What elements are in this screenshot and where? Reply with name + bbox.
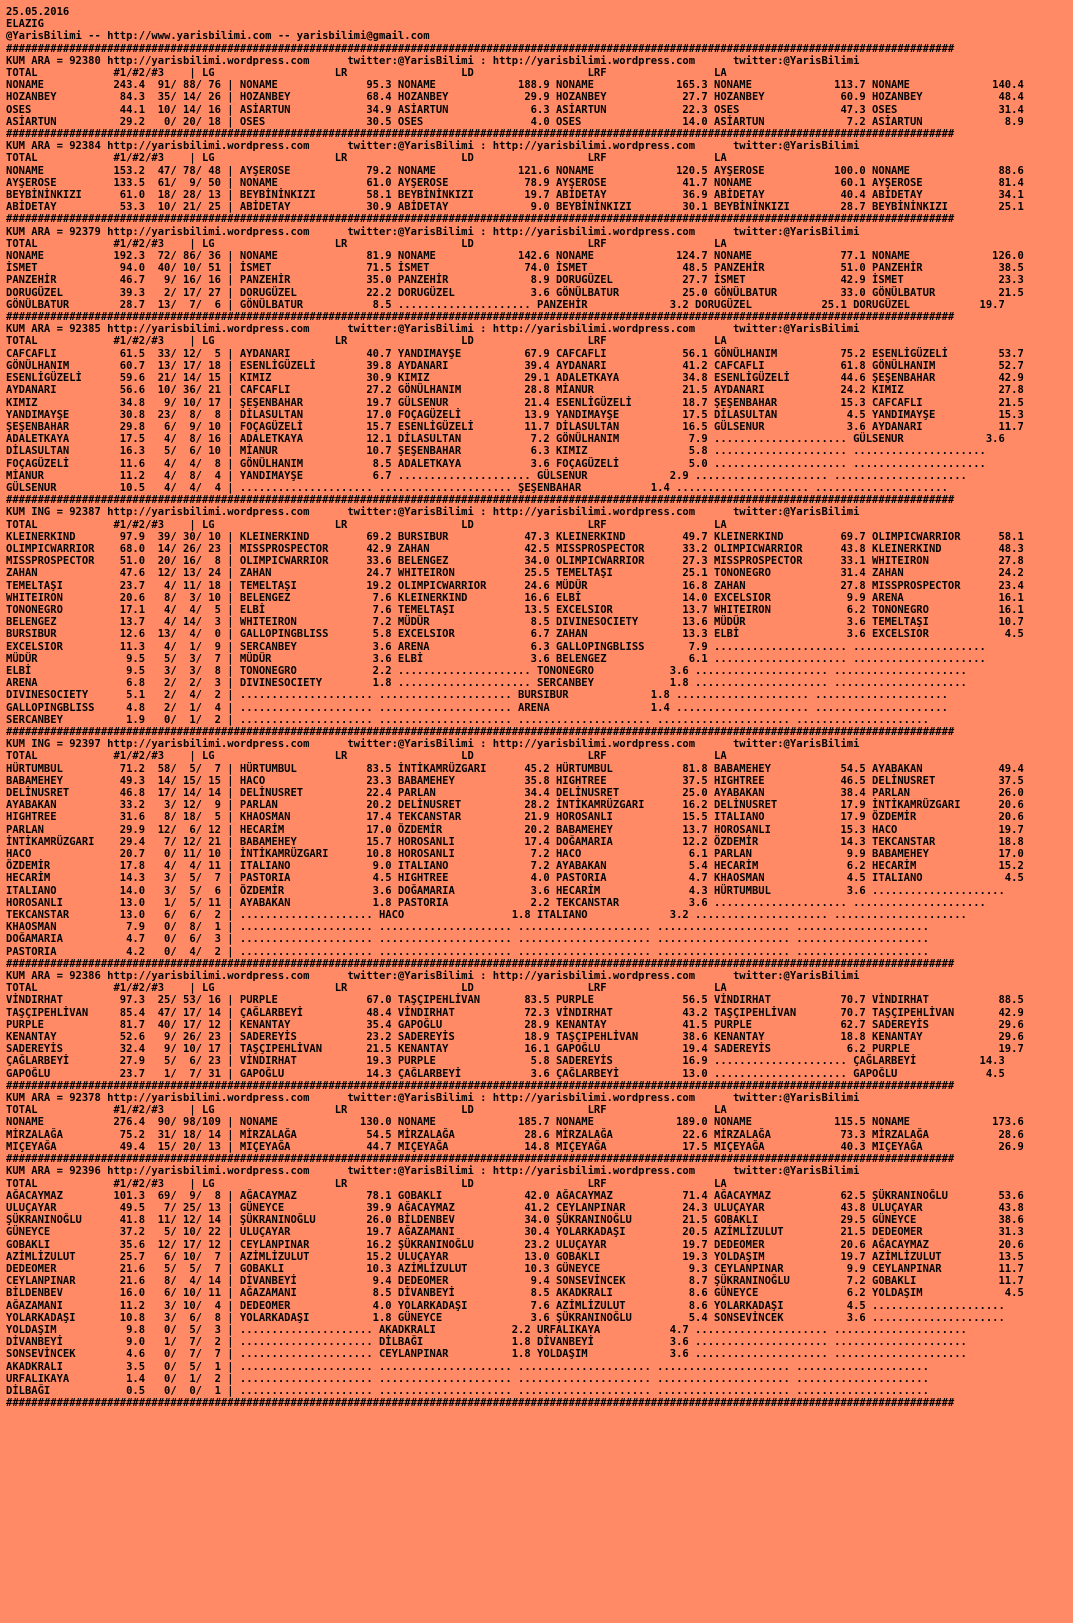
race-title: KUM ING = 92397 http://yarisbilimi.wordpress.com twitter:@YarisBilimi : http://yarisbilimi.wordpress.com twitter:@YarisBilimi [6, 738, 860, 751]
table-row: OLIMPICWARRIOR 68.0 14/ 26/ 23 | MISSPROSPECTOR 42.9 ZAHAN 42.5 MISSPROSPECTOR 33.2 OLIMPICWARRIOR 43.8 KLEINERKIND 48.3 [6, 542, 1024, 555]
race-title: KUM ARA = 92379 http://yarisbilimi.wordpress.com twitter:@YarisBilimi : http://yarisbilimi.wordpress.com twitter:@YarisBilimi [6, 225, 860, 238]
table-row: İNTİKAMRÜZGARI 29.4 7/ 12/ 21 | BABAMEHEY 15.7 HOROSANLI 17.4 DOĞAMARIA 12.2 ÖZDEMİR 14.3 TEKCANSTAR 18.8 [6, 835, 1024, 848]
race-title: KUM ARA = 92386 http://yarisbilimi.wordpress.com twitter:@YarisBilimi : http://yarisbilimi.wordpress.com twitter:@YarisBilimi [6, 970, 860, 983]
table-row: MİRZALAĞA 75.2 31/ 18/ 14 | MİRZALAĞA 54.5 MİRZALAĞA 28.6 MİRZALAĞA 22.6 MİRZALAĞA 73.3 MİRZALAĞA 28.6 [6, 1128, 1024, 1141]
table-row: AYŞEROSE 133.5 61/ 9/ 50 | NONAME 61.0 AYŞEROSE 78.9 AYŞEROSE 41.7 NONAME 60.1 AYŞEROSE 81.4 [6, 176, 1024, 189]
table-row: BİLDENBEV 16.0 6/ 10/ 11 | AĞAZAMANI 8.5 DİVANBEYİ 8.5 AKADKRALI 8.6 GÜNEYCE 6.2 YOLDAŞIM 4.5 [6, 1287, 1024, 1300]
table-row: ŞÜKRANINOĞLU 41.8 11/ 12/ 14 | ŞÜKRANINOĞLU 26.0 BİLDENBEV 34.0 ŞÜKRANINOĞLU 21.5 GOBAKLI 29.5 GÜNEYCE 38.6 [6, 1214, 1024, 1227]
table-row: EXCELSIOR 11.3 4/ 1/ 9 | SERCANBEY 3.6 ARENA 6.3 GALLOPINGBLISS 7.9 ..................... ..................... [6, 640, 986, 653]
table-row: GÖNÜLBATUR 28.7 13/ 7/ 6 | GÖNÜLBATUR 8.5 ..................... PANZEHİR 3.2 DORUGÜZEL 25.1 DORUGÜZEL 19.7 [6, 298, 1005, 311]
race-title: KUM ARA = 92380 http://yarisbilimi.wordpress.com twitter:@YarisBilimi : http://yarisbilimi.wordpress.com twitter:@YarisBilimi [6, 54, 860, 67]
table-row: GOBAKLI 35.6 12/ 17/ 12 | CEYLANPINAR 16.2 ŞÜKRANINOĞLU 23.2 ULUÇAYAR 19.7 DEDEOMER 20.6 AĞACAYMAZ 20.6 [6, 1238, 1024, 1251]
table-row: ABİDETAY 53.3 10/ 21/ 25 | ABİDETAY 30.9 ABİDETAY 9.0 BEYBİNİNKIZI 30.1 BEYBİNİNKIZI 28.7 BEYBİNİNKIZI 25.1 [6, 201, 1024, 214]
report-contact: @YarisBilimi -- http://www.yarisbilimi.com -- yarisbilimi@gmail.com [6, 30, 430, 43]
table-row: MISSPROSPECTOR 51.0 20/ 16/ 8 | OLIMPICWARRIOR 33.6 BELENGEZ 34.0 OLIMPICWARRIOR 27.3 MISSPROSPECTOR 33.1 WHITEIRON 27.8 [6, 555, 1024, 568]
report-city: ELAZIG [6, 18, 44, 31]
table-row: PASTORIA 4.2 0/ 4/ 2 | ..................... ..................... ..................... ..................... ..................... [6, 945, 929, 958]
table-row: ELBİ 9.5 3/ 3/ 8 | TONONEGRO 2.2 ..................... TONONEGRO 3.6 ..................... ..................... [6, 664, 967, 677]
column-header-row: TOTAL #1/#2/#3 | LG LR LD LRF LA [6, 1104, 727, 1117]
table-row: ESENLİGÜZELİ 59.6 21/ 14/ 15 | KIMIZ 30.9 KIMIZ 29.1 ADALETKAYA 34.8 ESENLİGÜZELİ 44.6 ŞEŞENBAHAR 42.9 [6, 372, 1024, 385]
table-row: HÜRTUMBUL 71.2 58/ 5/ 7 | HÜRTUMBUL 83.5 İNTİKAMRÜZGARI 45.2 HÜRTUMBUL 81.8 BABAMEHEY 54.5 AYABAKAN 49.4 [6, 762, 1024, 775]
table-row: BABAMEHEY 49.3 14/ 15/ 15 | HACO 23.3 BABAMEHEY 35.8 HIGHTREE 37.5 HIGHTREE 46.5 DELİNUSRET 37.5 [6, 774, 1024, 787]
table-row: MIÇEYAĞA 49.4 15/ 20/ 13 | MIÇEYAĞA 44.7 MIÇEYAĞA 14.8 MIÇEYAĞA 17.5 MIÇEYAĞA 40.3 MIÇEYAĞA 26.9 [6, 1140, 1024, 1153]
column-header-row: TOTAL #1/#2/#3 | LG LR LD LRF LA [6, 1177, 727, 1190]
table-row: PARLAN 29.9 12/ 6/ 12 | HECARİM 17.0 ÖZDEMİR 20.2 BABAMEHEY 13.7 HOROSANLI 15.3 HACO 19.7 [6, 823, 1024, 836]
column-header-row: TOTAL #1/#2/#3 | LG LR LD LRF LA [6, 67, 727, 80]
table-row: CAFCAFLI 61.5 33/ 12/ 5 | AYDANARI 40.7 YANDIMAYŞE 67.9 CAFCAFLI 56.1 GÖNÜLHANIM 75.2 ESENLİGÜZELİ 53.7 [6, 347, 1024, 360]
table-row: GÜNEYCE 37.2 5/ 10/ 22 | ULUÇAYAR 19.7 AĞAZAMANI 30.4 YOLARKADAŞI 20.5 AZİMLİZULUT 21.5 DEDEOMER 31.3 [6, 1226, 1024, 1239]
table-row: DORUGÜZEL 39.3 2/ 17/ 27 | DORUGÜZEL 22.2 DORUGÜZEL 3.6 GÖNÜLBATUR 25.0 GÖNÜLBATUR 33.0 GÖNÜLBATUR 21.5 [6, 286, 1024, 299]
table-row: OSES 44.1 10/ 14/ 16 | ASİARTUN 34.9 ASİARTUN 6.3 ASİARTUN 22.3 OSES 47.3 OSES 31.4 [6, 103, 1024, 116]
table-row: AYDANARI 56.6 10/ 36/ 21 | CAFCAFLI 27.2 GÖNÜLHANIM 28.8 MİANUR 21.5 AYDANARI 24.2 KIMIZ 27.8 [6, 384, 1024, 397]
table-row: GÜLSENUR 10.5 4/ 4/ 4 | ..................... ..................... ŞEŞENBAHAR 1.4 ..................... ..................... [6, 481, 948, 494]
separator-rule: ###################################################################################################################################################### [6, 128, 955, 141]
table-row: KLEINERKIND 97.9 39/ 30/ 10 | KLEINERKIND 69.2 BURSIBUR 47.3 KLEINERKIND 49.7 KLEINERKIND 69.7 OLIMPICWARRIOR 58.1 [6, 530, 1024, 543]
table-row: MÜDÜR 9.5 5/ 3/ 7 | MÜDÜR 3.6 ELBİ 3.6 BELENGEZ 6.1 ..................... ..................... [6, 652, 986, 665]
table-row: DELİNUSRET 46.8 17/ 14/ 14 | DELİNUSRET 22.4 PARLAN 34.4 DELİNUSRET 25.0 AYABAKAN 38.4 PARLAN 26.0 [6, 787, 1024, 799]
table-row: TAŞÇIPEHLİVAN 85.4 47/ 17/ 14 | ÇAĞLARBEYİ 48.4 VİNDIRHAT 72.3 VİNDIRHAT 43.2 TAŞÇIPEHLİVAN 70.7 TAŞÇIPEHLİVAN 42.9 [6, 1006, 1024, 1019]
table-row: DİLASULTAN 16.3 5/ 6/ 10 | MİANUR 10.7 ŞEŞENBAHAR 6.3 KIMIZ 5.8 ..................... ..................... [6, 445, 986, 458]
separator-rule: ###################################################################################################################################################### [6, 1397, 955, 1410]
separator-rule: ###################################################################################################################################################### [6, 494, 955, 507]
race-block [6, 1153, 1067, 1397]
table-row: AĞACAYMAZ 101.3 69/ 9/ 8 | AĞACAYMAZ 78.1 GOBAKLI 42.0 AĞACAYMAZ 71.4 AĞACAYMAZ 62.5 ŞÜKRANINOĞLU 53.6 [6, 1189, 1024, 1202]
table-row: SONSEVİNCEK 4.6 0/ 7/ 7 | ..................... CEYLANPINAR 1.8 YOLDAŞIM 3.6 ..................... ..................... [6, 1348, 967, 1361]
race-title: KUM ARA = 92396 http://yarisbilimi.wordpress.com twitter:@YarisBilimi : http://yarisbilimi.wordpress.com twitter:@YarisBilimi [6, 1165, 860, 1178]
table-row: DİLBAĞI 0.5 0/ 0/ 1 | ..................... ..................... ..................... ..................... ..................... [6, 1384, 929, 1397]
separator-rule: ###################################################################################################################################################### [6, 725, 955, 738]
table-row: GAPOĞLU 23.7 1/ 7/ 31 | GAPOĞLU 14.3 ÇAĞLARBEYİ 3.6 ÇAĞLARBEYİ 13.0 ..................... GAPOĞLU 4.5 [6, 1067, 1005, 1080]
table-row: HIGHTREE 31.6 8/ 18/ 5 | KHAOSMAN 17.4 TEKCANSTAR 21.9 HOROSANLI 15.5 ITALIANO 17.9 ÖZDEMİR 20.6 [6, 811, 1024, 824]
race-block [6, 958, 1067, 1080]
table-row: BURSIBUR 12.6 13/ 4/ 0 | GALLOPINGBLISS 5.8 EXCELSIOR 6.7 ZAHAN 13.3 ELBİ 3.6 EXCELSIOR 4.5 [6, 628, 1024, 641]
table-row: DEDEOMER 21.6 5/ 5/ 7 | GOBAKLI 10.3 AZİMLİZULUT 10.3 GÜNEYCE 9.3 CEYLANPINAR 9.9 CEYLANPINAR 11.7 [6, 1262, 1024, 1275]
race-title: KUM ARA = 92378 http://yarisbilimi.wordpress.com twitter:@YarisBilimi : http://yarisbilimi.wordpress.com twitter:@YarisBilimi [6, 1092, 860, 1105]
table-row: ADALETKAYA 17.5 4/ 8/ 16 | ADALETKAYA 12.1 DİLASULTAN 7.2 GÖNÜLHANIM 7.9 ..................... GÜLSENUR 3.6 [6, 433, 1005, 446]
table-row: İSMET 94.0 40/ 10/ 51 | İSMET 71.5 İSMET 74.0 İSMET 48.5 PANZEHİR 51.0 PANZEHİR 38.5 [6, 262, 1024, 275]
table-row: NONAME 153.2 47/ 78/ 48 | AYŞEROSE 79.2 NONAME 121.6 NONAME 120.5 AYŞEROSE 100.0 NONAME 88.6 [6, 164, 1024, 177]
table-row: SADEREYİS 32.4 9/ 10/ 17 | TAŞÇIPEHLİVAN 21.5 KENANTAY 16.1 GAPOĞLU 19.4 SADEREYİS 6.2 PURPLE 19.7 [6, 1043, 1024, 1056]
race-block [6, 43, 1067, 128]
table-row: MİANUR 11.2 4/ 8/ 4 | YANDIMAYŞE 6.7 ..................... GÜLSENUR 2.9 ..................... ..................... [6, 469, 967, 482]
table-row: AYABAKAN 33.2 3/ 12/ 9 | PARLAN 20.2 DELİNUSRET 28.2 İNTİKAMRÜZGARI 16.2 DELİNUSRET 17.9 İNTİKAMRÜZGARI 20.6 [6, 799, 1024, 812]
column-header-row: TOTAL #1/#2/#3 | LG LR LD LRF LA [6, 335, 727, 348]
table-row: HOZANBEY 84.3 35/ 14/ 26 | HOZANBEY 68.4 HOZANBEY 29.9 HOZANBEY 27.7 HOZANBEY 60.9 HOZANBEY 48.4 [6, 91, 1024, 104]
table-row: BEYBİNİNKIZI 61.0 18/ 28/ 13 | BEYBİNİNKIZI 58.1 BEYBİNİNKIZI 19.7 ABİDETAY 36.9 ABİDETAY 40.4 ABİDETAY 34.1 [6, 189, 1024, 202]
table-row: FOÇAGÜZELİ 11.6 4/ 4/ 8 | GÖNÜLHANIM 8.5 ADALETKAYA 3.6 FOÇAGÜZELİ 5.0 ..................... ..................... [6, 457, 986, 470]
table-row: DOĞAMARIA 4.7 0/ 6/ 3 | ..................... ..................... ..................... ..................... ..................... [6, 933, 929, 946]
table-row: HECARİM 14.3 3/ 5/ 7 | PASTORIA 4.5 HIGHTREE 4.0 PASTORIA 4.7 KHAOSMAN 4.5 ITALIANO 4.5 [6, 872, 1024, 885]
race-block [6, 311, 1067, 494]
table-row: ŞEŞENBAHAR 29.8 6/ 9/ 10 | FOÇAGÜZELİ 15.7 ESENLİGÜZELİ 11.7 DİLASULTAN 16.5 GÜLSENUR 3.6 AYDANARI 11.7 [6, 420, 1024, 433]
table-row: ARENA 6.8 2/ 2/ 3 | DIVINESOCIETY 1.8 ..................... SERCANBEY 1.8 ..................... ..................... [6, 677, 967, 690]
table-row: YANDIMAYŞE 30.8 23/ 8/ 8 | DİLASULTAN 17.0 FOÇAGÜZELİ 13.9 YANDIMAYŞE 17.5 DİLASULTAN 4.5 YANDIMAYŞE 15.3 [6, 408, 1024, 421]
table-row: HOROSANLI 13.0 1/ 5/ 11 | AYABAKAN 1.8 PASTORIA 2.2 TEKCANSTAR 3.6 ..................... ..................... [6, 896, 986, 909]
separator-rule: ###################################################################################################################################################### [6, 1079, 955, 1092]
table-row: TEMELTAŞI 23.7 4/ 11/ 18 | TEMELTAŞI 19.2 OLIMPICWARRIOR 24.6 MÜDÜR 16.8 ZAHAN 27.8 MISSPROSPECTOR 23.4 [6, 579, 1024, 592]
separator-rule: ###################################################################################################################################################### [6, 957, 955, 970]
table-row: HACO 20.7 0/ 11/ 10 | İNTİKAMRÜZGARI 10.8 HOROSANLI 7.2 HACO 6.1 PARLAN 9.9 BABAMEHEY 17.0 [6, 848, 1024, 861]
table-row: BELENGEZ 13.7 4/ 14/ 3 | WHITEIRON 7.2 MÜDÜR 8.5 DIVINESOCIETY 13.6 MÜDÜR 3.6 TEMELTAŞI 10.7 [6, 616, 1024, 629]
table-row: GÖNÜLHANIM 60.7 13/ 17/ 18 | ESENLİGÜZELİ 39.8 AYDANARI 39.4 AYDANARI 41.2 CAFCAFLI 61.8 GÖNÜLHANIM 52.7 [6, 359, 1024, 372]
table-row: GALLOPINGBLISS 4.8 2/ 1/ 4 | ..................... ..................... ARENA 1.4 ..................... ..................... [6, 701, 948, 714]
race-blocks [6, 43, 1067, 1410]
report-date: 25.05.2016 [6, 6, 70, 18]
table-row: ÖZDEMİR 17.8 4/ 4/ 11 | ITALIANO 9.0 ITALIANO 7.2 AYABAKAN 5.4 HECARİM 6.2 HECARİM 15.2 [6, 860, 1024, 873]
column-header-row: TOTAL #1/#2/#3 | LG LR LD LRF LA [6, 518, 727, 531]
table-row: TEKCANSTAR 13.0 6/ 6/ 2 | ..................... HACO 1.8 ITALIANO 3.2 ..................... ..................... [6, 909, 967, 922]
race-block [6, 128, 1067, 213]
table-row: VİNDIRHAT 97.3 25/ 53/ 16 | PURPLE 67.0 TAŞÇIPEHLİVAN 83.5 PURPLE 56.5 VİNDIRHAT 70.7 VİNDIRHAT 88.5 [6, 994, 1024, 1007]
table-row: KIMIZ 34.8 9/ 10/ 17 | ŞEŞENBAHAR 19.7 GÜLSENUR 21.4 ESENLİGÜZELİ 18.7 ŞEŞENBAHAR 15.3 CAFCAFLI 21.5 [6, 396, 1024, 409]
race-block [6, 213, 1067, 311]
race-block [6, 494, 1067, 726]
table-row: NONAME 243.4 91/ 88/ 76 | NONAME 95.3 NONAME 188.9 NONAME 165.3 NONAME 113.7 NONAME 140.4 [6, 79, 1024, 92]
race-title: KUM ING = 92387 http://yarisbilimi.wordpress.com twitter:@YarisBilimi : http://yarisbilimi.wordpress.com twitter:@YarisBilimi [6, 506, 860, 519]
column-header-row: TOTAL #1/#2/#3 | LG LR LD LRF LA [6, 982, 727, 995]
table-row: PANZEHİR 46.7 9/ 16/ 16 | PANZEHİR 35.0 PANZEHİR 8.9 DORUGÜZEL 27.7 İSMET 42.9 İSMET 23.3 [6, 274, 1024, 287]
table-row: ZAHAN 47.6 12/ 13/ 24 | ZAHAN 24.7 WHITEIRON 25.5 TEMELTAŞI 25.1 TONONEGRO 31.4 ZAHAN 24.2 [6, 567, 1024, 580]
table-row: URFALIKAYA 1.4 0/ 1/ 2 | ..................... ..................... ..................... ..................... ..................... [6, 1372, 929, 1385]
race-block [6, 726, 1067, 958]
column-header-row: TOTAL #1/#2/#3 | LG LR LD LRF LA [6, 152, 727, 165]
table-row: DİVANBEYİ 9.0 1/ 7/ 2 | ..................... DİLBAĞI 1.8 DİVANBEYİ 3.6 ..................... ..................... [6, 1336, 967, 1349]
column-header-row: TOTAL #1/#2/#3 | LG LR LD LRF LA [6, 750, 727, 763]
table-row: KHAOSMAN 7.9 0/ 8/ 1 | ..................... ..................... ..................... ..................... ..................... [6, 921, 929, 934]
table-row: AĞAZAMANI 11.2 3/ 10/ 4 | DEDEOMER 4.0 YOLARKADAŞI 7.6 AZİMLİZULUT 8.6 YOLARKADAŞI 4.5 ..................... [6, 1299, 1005, 1312]
separator-rule: ###################################################################################################################################################### [6, 1153, 955, 1166]
table-row: PURPLE 81.7 40/ 17/ 12 | KENANTAY 35.4 GAPOĞLU 28.9 KENANTAY 41.5 PURPLE 62.7 SADEREYİS 29.6 [6, 1018, 1024, 1031]
table-row: YOLARKADAŞI 10.8 3/ 6/ 8 | YOLARKADAŞI 1.8 GÜNEYCE 3.6 ŞÜKRANINOĞLU 5.4 SONSEVİNCEK 3.6 ..................... [6, 1311, 1005, 1324]
table-row: AKADKRALI 3.5 0/ 5/ 1 | ..................... ..................... ..................... ..................... ..................... [6, 1360, 929, 1373]
table-row: AZİMLİZULUT 25.7 6/ 10/ 7 | AZİMLİZULUT 15.2 ULUÇAYAR 13.0 GOBAKLI 19.3 YOLDAŞIM 19.7 AZİMLİZULUT 13.5 [6, 1250, 1024, 1263]
race-title: KUM ARA = 92384 http://yarisbilimi.wordpress.com twitter:@YarisBilimi : http://yarisbilimi.wordpress.com twitter:@YarisBilimi [6, 140, 860, 153]
report-header [6, 6, 1067, 43]
table-row: WHITEIRON 20.6 8/ 3/ 10 | BELENGEZ 7.6 KLEINERKIND 16.6 ELBİ 14.0 EXCELSIOR 9.9 ARENA 16.1 [6, 591, 1024, 604]
race-block [6, 1080, 1067, 1153]
table-row: ULUÇAYAR 49.5 7/ 25/ 13 | GÜNEYCE 39.9 AĞACAYMAZ 41.2 CEYLANPINAR 24.3 ULUÇAYAR 43.8 ULUÇAYAR 43.8 [6, 1201, 1024, 1214]
separator-rule: ###################################################################################################################################################### [6, 213, 955, 226]
separator-rule: ###################################################################################################################################################### [6, 311, 955, 324]
table-row: NONAME 192.3 72/ 86/ 36 | NONAME 81.9 NONAME 142.6 NONAME 124.7 NONAME 77.1 NONAME 126.0 [6, 250, 1024, 263]
table-row: KENANTAY 52.6 9/ 26/ 23 | SADEREYİS 23.2 SADEREYİS 18.9 TAŞÇIPEHLİVAN 38.6 KENANTAY 18.8 KENANTAY 29.6 [6, 1031, 1024, 1044]
race-title: KUM ARA = 92385 http://yarisbilimi.wordpress.com twitter:@YarisBilimi : http://yarisbilimi.wordpress.com twitter:@YarisBilimi [6, 323, 860, 336]
separator-rule: ###################################################################################################################################################### [6, 42, 955, 55]
table-row: YOLDAŞIM 9.8 0/ 5/ 3 | ..................... AKADKRALI 2.2 URFALIKAYA 4.7 ..................... ..................... [6, 1323, 967, 1336]
table-row: DIVINESOCIETY 5.1 2/ 4/ 2 | ..................... ..................... BURSIBUR 1.8 ..................... ..................... [6, 689, 948, 702]
table-row: TONONEGRO 17.1 4/ 4/ 5 | ELBİ 7.6 TEMELTAŞI 13.5 EXCELSIOR 13.7 WHITEIRON 6.2 TONONEGRO 16.1 [6, 603, 1024, 616]
table-row: SERCANBEY 1.9 0/ 1/ 2 | ..................... ..................... ..................... ..................... ..................... [6, 713, 929, 726]
column-header-row: TOTAL #1/#2/#3 | LG LR LD LRF LA [6, 237, 727, 250]
table-row: CEYLANPINAR 21.6 8/ 4/ 14 | DİVANBEYİ 9.4 DEDEOMER 9.4 SONSEVİNCEK 8.7 ŞÜKRANINOĞLU 7.2 GOBAKLI 11.7 [6, 1275, 1024, 1288]
table-row: ITALIANO 14.0 3/ 5/ 6 | ÖZDEMİR 3.6 DOĞAMARIA 3.6 HECARİM 4.3 HÜRTUMBUL 3.6 ..................... [6, 884, 1005, 897]
table-row: ÇAĞLARBEYİ 27.9 5/ 6/ 23 | VİNDIRHAT 19.3 PURPLE 5.8 SADEREYİS 16.9 ..................... ÇAĞLARBEYİ 14.3 [6, 1055, 1005, 1068]
table-row: NONAME 276.4 90/ 98/109 | NONAME 130.0 NONAME 185.7 NONAME 189.0 NONAME 115.5 NONAME 173.6 [6, 1116, 1024, 1129]
table-row: ASİARTUN 29.2 0/ 20/ 18 | OSES 30.5 OSES 4.0 OSES 14.0 ASİARTUN 7.2 ASİARTUN 8.9 [6, 115, 1024, 128]
